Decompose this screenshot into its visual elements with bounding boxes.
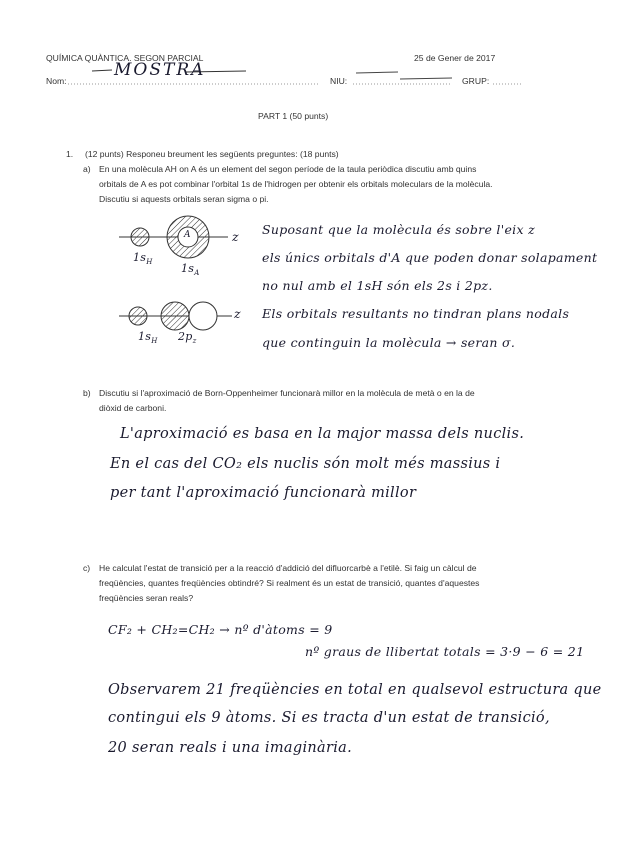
answer-a-line: els únics orbitals d'A que poden donar solapament <box>262 250 598 265</box>
part-a-text-line: Discutiu si aquests orbitals seran sigma o pi. <box>99 194 269 204</box>
part-a-text-line: orbitals de A es pot combinar l'orbital 1s de l'hidrogen per obtenir els orbitals moleculars de la molècula. <box>99 179 493 189</box>
dof-line: nº graus de llibertat totals = 3·9 − 6 = 21 <box>305 644 585 659</box>
part-b-text-line: diòxid de carboni. <box>99 403 167 413</box>
answer-c-line: 20 seran reals i una imaginària. <box>108 740 352 756</box>
question-number: 1. <box>66 149 74 159</box>
grup-label: GRUP: <box>462 76 490 86</box>
part-a-label: a) <box>83 164 91 174</box>
part-a-text-line: En una molècula AH on A és un element del segon període de la taula periòdica discutiu amb quins <box>99 164 477 174</box>
part-c-text-line: He calculat l'estat de transició per a la reacció d'addició del difluorcarbè a l'etilè. Si faig un càlcul de <box>99 563 477 573</box>
label-1s-h-top: $1s_H$ <box>133 251 153 267</box>
answer-c-line: contingui els 9 àtoms. Si es tracta d'un estat de transició, <box>108 710 550 726</box>
niu-label: NIU: <box>330 76 348 86</box>
part-b-text-line: Discutiu si l'aproximació de Born-Oppenheimer funcionarà millor en la molècula de metà o en la de <box>99 388 475 398</box>
question-intro: (12 punts) Responeu breument les següents preguntes: (18 punts) <box>85 149 339 159</box>
answer-a-line: que continguin la molècula → seran σ. <box>262 335 516 350</box>
answer-c-line: Observarem 21 freqüències en total en qualsevol estructura que <box>108 682 602 698</box>
answer-b-line: En el cas del CO₂ els nuclis són molt més massius i <box>110 456 501 472</box>
answer-a-line: Els orbitals resultants no tindran plans nodals <box>262 306 570 321</box>
label-1s-a: $1s_A$ <box>181 262 200 278</box>
label-2pz: $2p_z$ <box>178 330 197 346</box>
name-label: Nom: <box>46 76 67 86</box>
reaction-line: CF₂ + CH₂=CH₂ → nº d'àtoms = 9 <box>108 622 333 637</box>
answer-b-line: per tant l'aproximació funcionarà millor <box>110 485 417 501</box>
name-value: MOSTRA <box>114 60 206 80</box>
part-c-text-line: freqüències seran reals? <box>99 593 194 603</box>
orbital-center-label: A <box>184 230 191 240</box>
part-c-text-line: freqüències, quantes freqüències obtindré? Si realment és un estat de transició, quantes d'aquestes <box>99 578 480 588</box>
part-b-label: b) <box>83 388 91 398</box>
exam-date: 25 de Gener de 2017 <box>414 53 496 63</box>
label-1s-h-bottom: $1s_H$ <box>138 330 158 346</box>
axis-label-top: z <box>232 229 239 244</box>
axis-label-bottom: z <box>234 306 241 321</box>
course-title: QUÍMICA QUÀNTICA. SEGON PARCIAL <box>46 53 204 63</box>
answer-b-line: L'aproximació es basa en la major massa dels nuclis. <box>120 426 525 442</box>
part-c-label: c) <box>83 563 91 573</box>
part-title: PART 1 (50 punts) <box>258 111 329 121</box>
answer-a-line: Suposant que la molècula és sobre l'eix z <box>262 222 535 237</box>
answer-a-line: no nul amb el 1sH són els 2s i 2pz. <box>262 278 493 293</box>
